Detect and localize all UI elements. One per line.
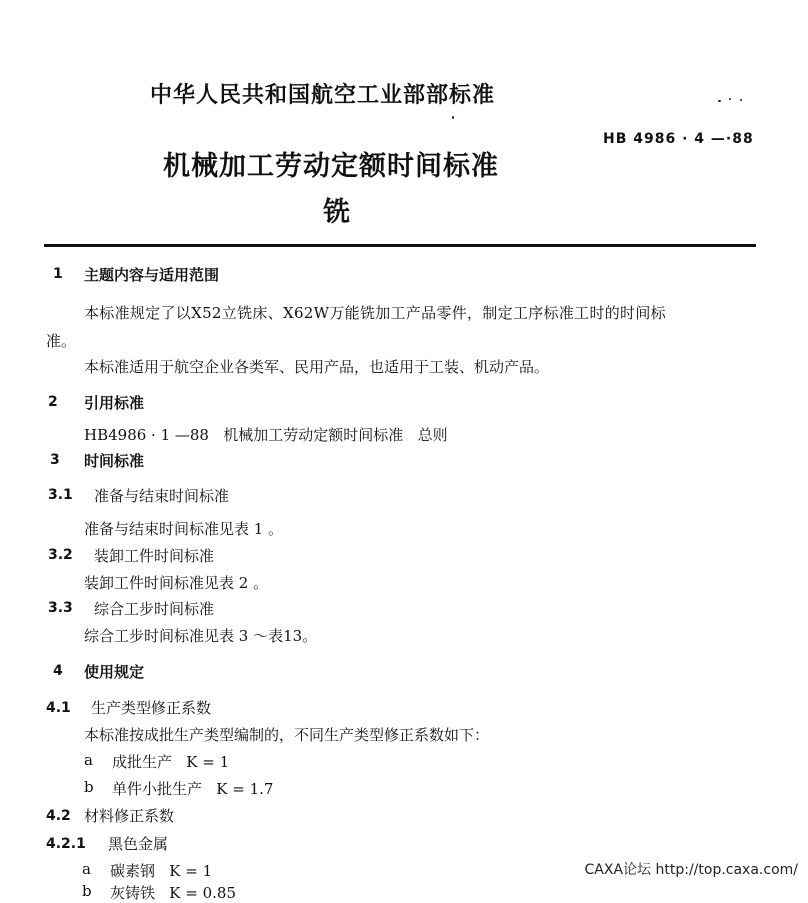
document-title: 机械加工劳动定额时间标准 — [163, 151, 499, 182]
section-4-title: 使用规定 — [84, 663, 145, 681]
section-4-2-title: 材料修正系数 — [84, 807, 175, 825]
section-4-number: 4 — [53, 663, 63, 679]
material-label-a: a — [82, 860, 91, 878]
production-type-single: 单件小批生产 K = 1.7 — [112, 780, 274, 798]
section-4-1-title: 生产类型修正系数 — [91, 699, 212, 717]
section-1-number: 1 — [53, 266, 63, 282]
section-1-para1-line1: 本标准规定了以X52立铣床、X62W万能铣加工产品零件，制定工序标准工时的时间标 — [84, 304, 666, 322]
section-3-2-text: 装卸工件时间标准见表 2 。 — [84, 574, 269, 592]
material-carbon-steel: 碳素钢 K = 1 — [110, 862, 213, 880]
standard-number: HB 4986 · 4 —·88 — [603, 131, 754, 147]
section-4-1-text: 本标准按成批生产类型编制的，不同生产类型修正系数如下： — [84, 726, 490, 744]
forum-watermark: CAXA论坛 http://top.caxa.com/ — [585, 859, 798, 879]
section-3-3-title: 综合工步时间标准 — [94, 600, 215, 618]
section-1-para2: 本标准适用于航空企业各类军、民用产品，也适用于工装、机动产品。 — [84, 358, 550, 376]
section-3-title: 时间标准 — [84, 452, 145, 470]
section-2-title: 引用标准 — [84, 394, 145, 412]
document-subtitle: 铣 — [323, 197, 350, 228]
section-4-2-1-number: 4.2.1 — [46, 836, 86, 852]
list-label-b: b — [84, 778, 94, 796]
scan-speck — [729, 98, 731, 100]
section-3-1-text: 准备与结束时间标准见表 1 。 — [84, 520, 284, 538]
section-3-1-number: 3.1 — [48, 487, 73, 503]
section-4-2-number: 4.2 — [46, 808, 71, 824]
section-3-number: 3 — [50, 452, 60, 468]
section-1-para1-line2: 准。 — [46, 332, 77, 350]
section-2-number: 2 — [48, 394, 58, 410]
section-3-3-text: 综合工步时间标准见表 3 ～表13。 — [84, 627, 318, 645]
material-gray-cast-iron: 灰铸铁 K = 0.85 — [110, 884, 237, 902]
section-3-2-title: 装卸工件时间标准 — [94, 547, 215, 565]
list-label-a: a — [84, 751, 93, 769]
header-rule — [44, 244, 756, 247]
section-4-2-1-title: 黑色金属 — [108, 835, 169, 853]
scan-speck — [740, 99, 742, 101]
section-3-3-number: 3.3 — [48, 600, 73, 616]
section-3-2-number: 3.2 — [48, 547, 73, 563]
section-1-title: 主题内容与适用范围 — [84, 266, 220, 284]
scan-speck — [452, 116, 454, 119]
issuing-organization: 中华人民共和国航空工业部部标准 — [150, 83, 496, 108]
scan-speck — [718, 100, 721, 102]
normative-reference: HB4986 · 1 —88 机械加工劳动定额时间标准 总则 — [84, 426, 448, 444]
material-label-b: b — [82, 882, 92, 900]
section-4-1-number: 4.1 — [46, 700, 71, 716]
production-type-batch: 成批生产 K = 1 — [112, 753, 230, 771]
section-3-1-title: 准备与结束时间标准 — [94, 487, 230, 505]
